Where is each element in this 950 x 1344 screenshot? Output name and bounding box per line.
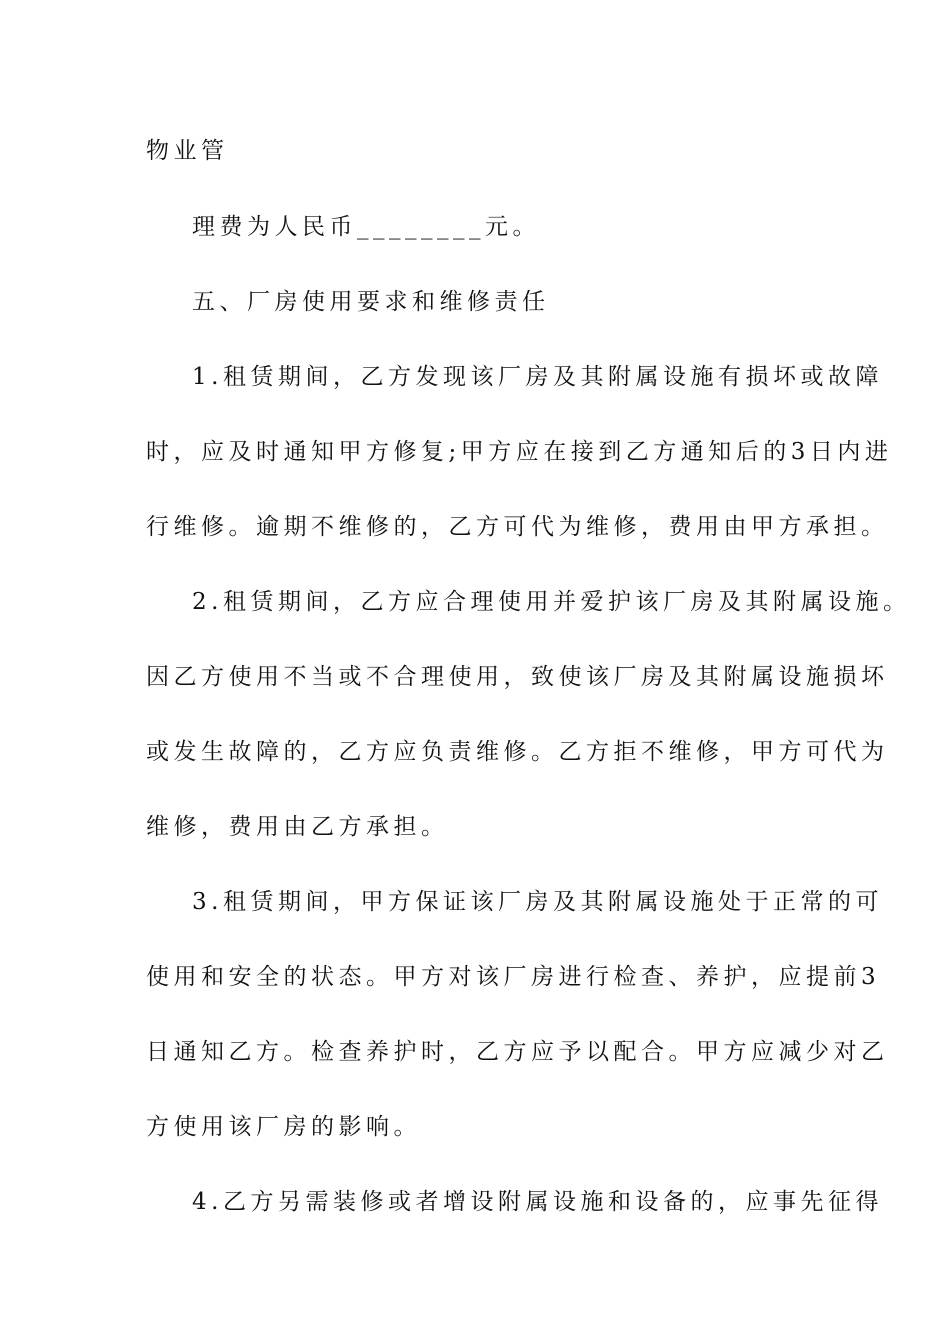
text-line-10: 维修，费用由乙方承担。 — [146, 814, 449, 840]
text-line-6: 行维修。逾期不维修的，乙方可代为维修，费用由甲方承担。 — [146, 514, 889, 540]
text-line-12: 使用和安全的状态。甲方对该厂房进行检查、养护，应提前3 — [146, 964, 881, 990]
text-line-1: 物业管 — [146, 138, 229, 164]
text-line-11: 3.租赁期间，甲方保证该厂房及其附属设施处于正常的可 — [192, 889, 883, 915]
text-line-9: 或发生故障的，乙方应负责维修。乙方拒不维修，甲方可代为 — [146, 739, 889, 765]
text-line-13: 日通知乙方。检查养护时，乙方应予以配合。甲方应减少对乙 — [146, 1039, 889, 1065]
text-line-8: 因乙方使用不当或不合理使用，致使该厂房及其附属设施损坏 — [146, 664, 889, 690]
section-heading-5: 五、厂房使用要求和维修责任 — [192, 289, 550, 315]
text-line-5: 时，应及时通知甲方修复;甲方应在接到乙方通知后的3日内进 — [146, 439, 893, 465]
text-line-14: 方使用该厂房的影响。 — [146, 1114, 421, 1140]
text-line-4: 1.租赁期间，乙方发现该厂房及其附属设施有损坏或故障 — [192, 364, 883, 390]
text-line-7: 2.租赁期间，乙方应合理使用并爱护该厂房及其附属设施。 — [192, 589, 911, 615]
text-line-15: 4.乙方另需装修或者增设附属设施和设备的，应事先征得 — [192, 1189, 883, 1215]
text-line-2: 理费为人民币________元。 — [192, 214, 540, 240]
